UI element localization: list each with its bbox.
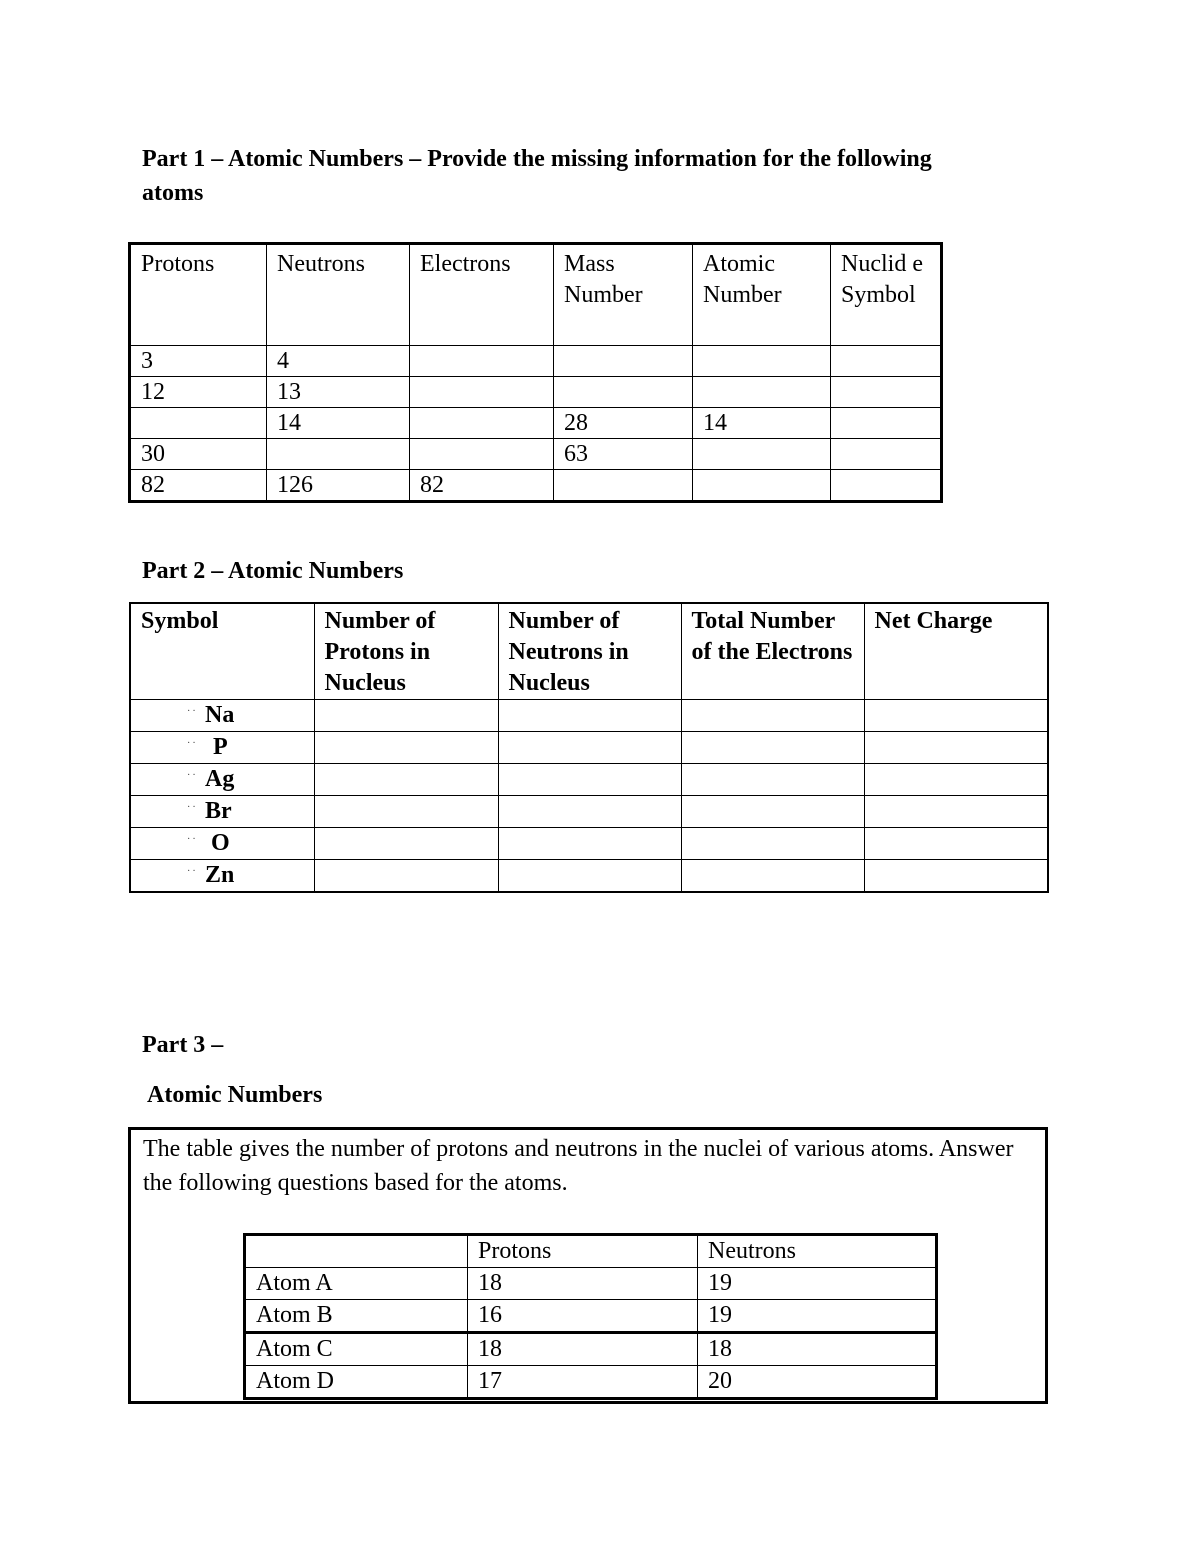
column-header: Symbol bbox=[130, 603, 314, 700]
table-cell: 30 bbox=[130, 439, 267, 470]
column-header: Total Number of the Electrons bbox=[681, 603, 864, 700]
element-symbol: Br bbox=[205, 798, 232, 824]
table-row bbox=[130, 439, 942, 470]
column-header: Protons bbox=[130, 244, 267, 346]
table-cell: 82 bbox=[130, 470, 267, 502]
table-cell bbox=[498, 732, 681, 764]
column-header: Neutrons bbox=[267, 244, 410, 346]
table-row bbox=[130, 828, 1048, 860]
table-cell: 18 bbox=[468, 1333, 698, 1366]
table-cell bbox=[864, 700, 1048, 732]
table-cell: 20 bbox=[698, 1366, 937, 1399]
table-cell bbox=[864, 828, 1048, 860]
table-cell bbox=[410, 346, 554, 377]
symbol-cell bbox=[130, 700, 314, 732]
table-cell: 13 bbox=[267, 377, 410, 408]
column-header: Nuclid e Symbol bbox=[831, 244, 942, 346]
symbol-cell bbox=[130, 796, 314, 828]
table-row bbox=[130, 796, 1048, 828]
table-cell bbox=[314, 764, 498, 796]
lewis-dots-icon: ·· bbox=[187, 866, 198, 877]
table-cell bbox=[864, 764, 1048, 796]
column-header: Protons bbox=[468, 1235, 698, 1268]
column-header: Electrons bbox=[410, 244, 554, 346]
element-symbol: O bbox=[211, 830, 230, 856]
element-symbol: Na bbox=[205, 702, 235, 728]
part3-intro: The table gives the number of protons and neutrons in the nuclei of various atoms. Answer the following questions based for the atoms. bbox=[143, 1136, 1014, 1196]
table-cell: 14 bbox=[267, 408, 410, 439]
table-cell: Atom D bbox=[245, 1366, 468, 1399]
lewis-dots-icon: ·· bbox=[187, 834, 198, 845]
element-symbol: Ag bbox=[205, 766, 235, 792]
table-row bbox=[130, 377, 942, 408]
part2-heading: Part 2 – Atomic Numbers bbox=[142, 558, 404, 584]
table-cell bbox=[554, 470, 693, 502]
table-cell bbox=[267, 439, 410, 470]
table-cell bbox=[831, 439, 942, 470]
table-cell bbox=[681, 796, 864, 828]
table-cell bbox=[693, 439, 831, 470]
table-row bbox=[245, 1300, 937, 1333]
column-header: Number of Protons in Nucleus bbox=[314, 603, 498, 700]
lewis-dots-icon: ·· bbox=[187, 802, 198, 813]
table-cell: 12 bbox=[130, 377, 267, 408]
table-cell bbox=[498, 828, 681, 860]
symbol-cell bbox=[130, 732, 314, 764]
table-row bbox=[130, 732, 1048, 764]
table-cell bbox=[314, 828, 498, 860]
table-cell: 126 bbox=[267, 470, 410, 502]
table-cell bbox=[554, 377, 693, 408]
table-cell bbox=[410, 439, 554, 470]
table-cell bbox=[681, 732, 864, 764]
part1-heading-line1: Part 1 – Atomic Numbers – Provide the missing information for the following bbox=[142, 146, 932, 172]
table-cell bbox=[864, 732, 1048, 764]
table-cell: 82 bbox=[410, 470, 554, 502]
table-cell bbox=[693, 470, 831, 502]
table-row bbox=[130, 700, 1048, 732]
lewis-dots-icon: ·· bbox=[187, 706, 198, 717]
table-row bbox=[130, 408, 942, 439]
table-cell bbox=[498, 764, 681, 796]
part1-table bbox=[128, 242, 943, 503]
table-cell: 18 bbox=[468, 1268, 698, 1300]
lewis-dots-icon: ·· bbox=[187, 738, 198, 749]
symbol-cell bbox=[130, 828, 314, 860]
table-cell: 3 bbox=[130, 346, 267, 377]
part3-heading-line1: Part 3 – bbox=[142, 1032, 224, 1058]
table-cell bbox=[314, 796, 498, 828]
column-header: Atomic Number bbox=[693, 244, 831, 346]
table-cell bbox=[314, 732, 498, 764]
table-cell: 19 bbox=[698, 1300, 937, 1333]
table-cell bbox=[831, 377, 942, 408]
table-cell bbox=[681, 764, 864, 796]
symbol-cell bbox=[130, 764, 314, 796]
element-symbol: P bbox=[213, 734, 228, 760]
table-cell bbox=[693, 377, 831, 408]
table-row bbox=[130, 860, 1048, 893]
column-header bbox=[245, 1235, 468, 1268]
table-row bbox=[130, 470, 942, 502]
table-cell: 19 bbox=[698, 1268, 937, 1300]
table-row bbox=[245, 1366, 937, 1399]
table-cell bbox=[681, 860, 864, 893]
table-cell bbox=[681, 700, 864, 732]
table-cell bbox=[831, 346, 942, 377]
table-cell bbox=[498, 860, 681, 893]
table-cell bbox=[831, 408, 942, 439]
table-cell: 4 bbox=[267, 346, 410, 377]
table-cell bbox=[864, 796, 1048, 828]
table-cell: Atom B bbox=[245, 1300, 468, 1333]
table-cell: 17 bbox=[468, 1366, 698, 1399]
part1-heading bbox=[142, 142, 932, 210]
table-cell: Atom A bbox=[245, 1268, 468, 1300]
table-cell: Atom C bbox=[245, 1333, 468, 1366]
table-cell bbox=[314, 860, 498, 893]
element-symbol: Zn bbox=[205, 862, 235, 888]
table-header-row bbox=[130, 603, 1048, 700]
table-cell bbox=[554, 346, 693, 377]
table-cell bbox=[693, 346, 831, 377]
table-cell bbox=[314, 700, 498, 732]
table-cell bbox=[410, 377, 554, 408]
table-cell: 28 bbox=[554, 408, 693, 439]
lewis-dots-icon: ·· bbox=[187, 770, 198, 781]
table-row bbox=[130, 764, 1048, 796]
table-cell bbox=[130, 408, 267, 439]
table-cell bbox=[681, 828, 864, 860]
part1-heading-line2: atoms bbox=[142, 180, 204, 206]
table-row bbox=[245, 1333, 937, 1366]
table-header-row bbox=[245, 1235, 937, 1268]
table-cell: 14 bbox=[693, 408, 831, 439]
column-header: Net Charge bbox=[864, 603, 1048, 700]
part3-table bbox=[243, 1233, 938, 1400]
table-cell: 63 bbox=[554, 439, 693, 470]
table-header-row bbox=[130, 244, 942, 346]
table-cell: 18 bbox=[698, 1333, 937, 1366]
part3-heading-line2: Atomic Numbers bbox=[147, 1082, 323, 1108]
table-cell bbox=[864, 860, 1048, 893]
column-header: Mass Number bbox=[554, 244, 693, 346]
table-cell bbox=[410, 408, 554, 439]
table-row bbox=[130, 346, 942, 377]
column-header: Neutrons bbox=[698, 1235, 937, 1268]
part3-box bbox=[128, 1127, 1048, 1404]
table-row bbox=[245, 1268, 937, 1300]
table-cell bbox=[498, 700, 681, 732]
table-cell: 16 bbox=[468, 1300, 698, 1333]
table-cell bbox=[831, 470, 942, 502]
part2-table bbox=[129, 602, 1049, 893]
column-header: Number of Neutrons in Nucleus bbox=[498, 603, 681, 700]
symbol-cell bbox=[130, 860, 314, 893]
table-cell bbox=[498, 796, 681, 828]
